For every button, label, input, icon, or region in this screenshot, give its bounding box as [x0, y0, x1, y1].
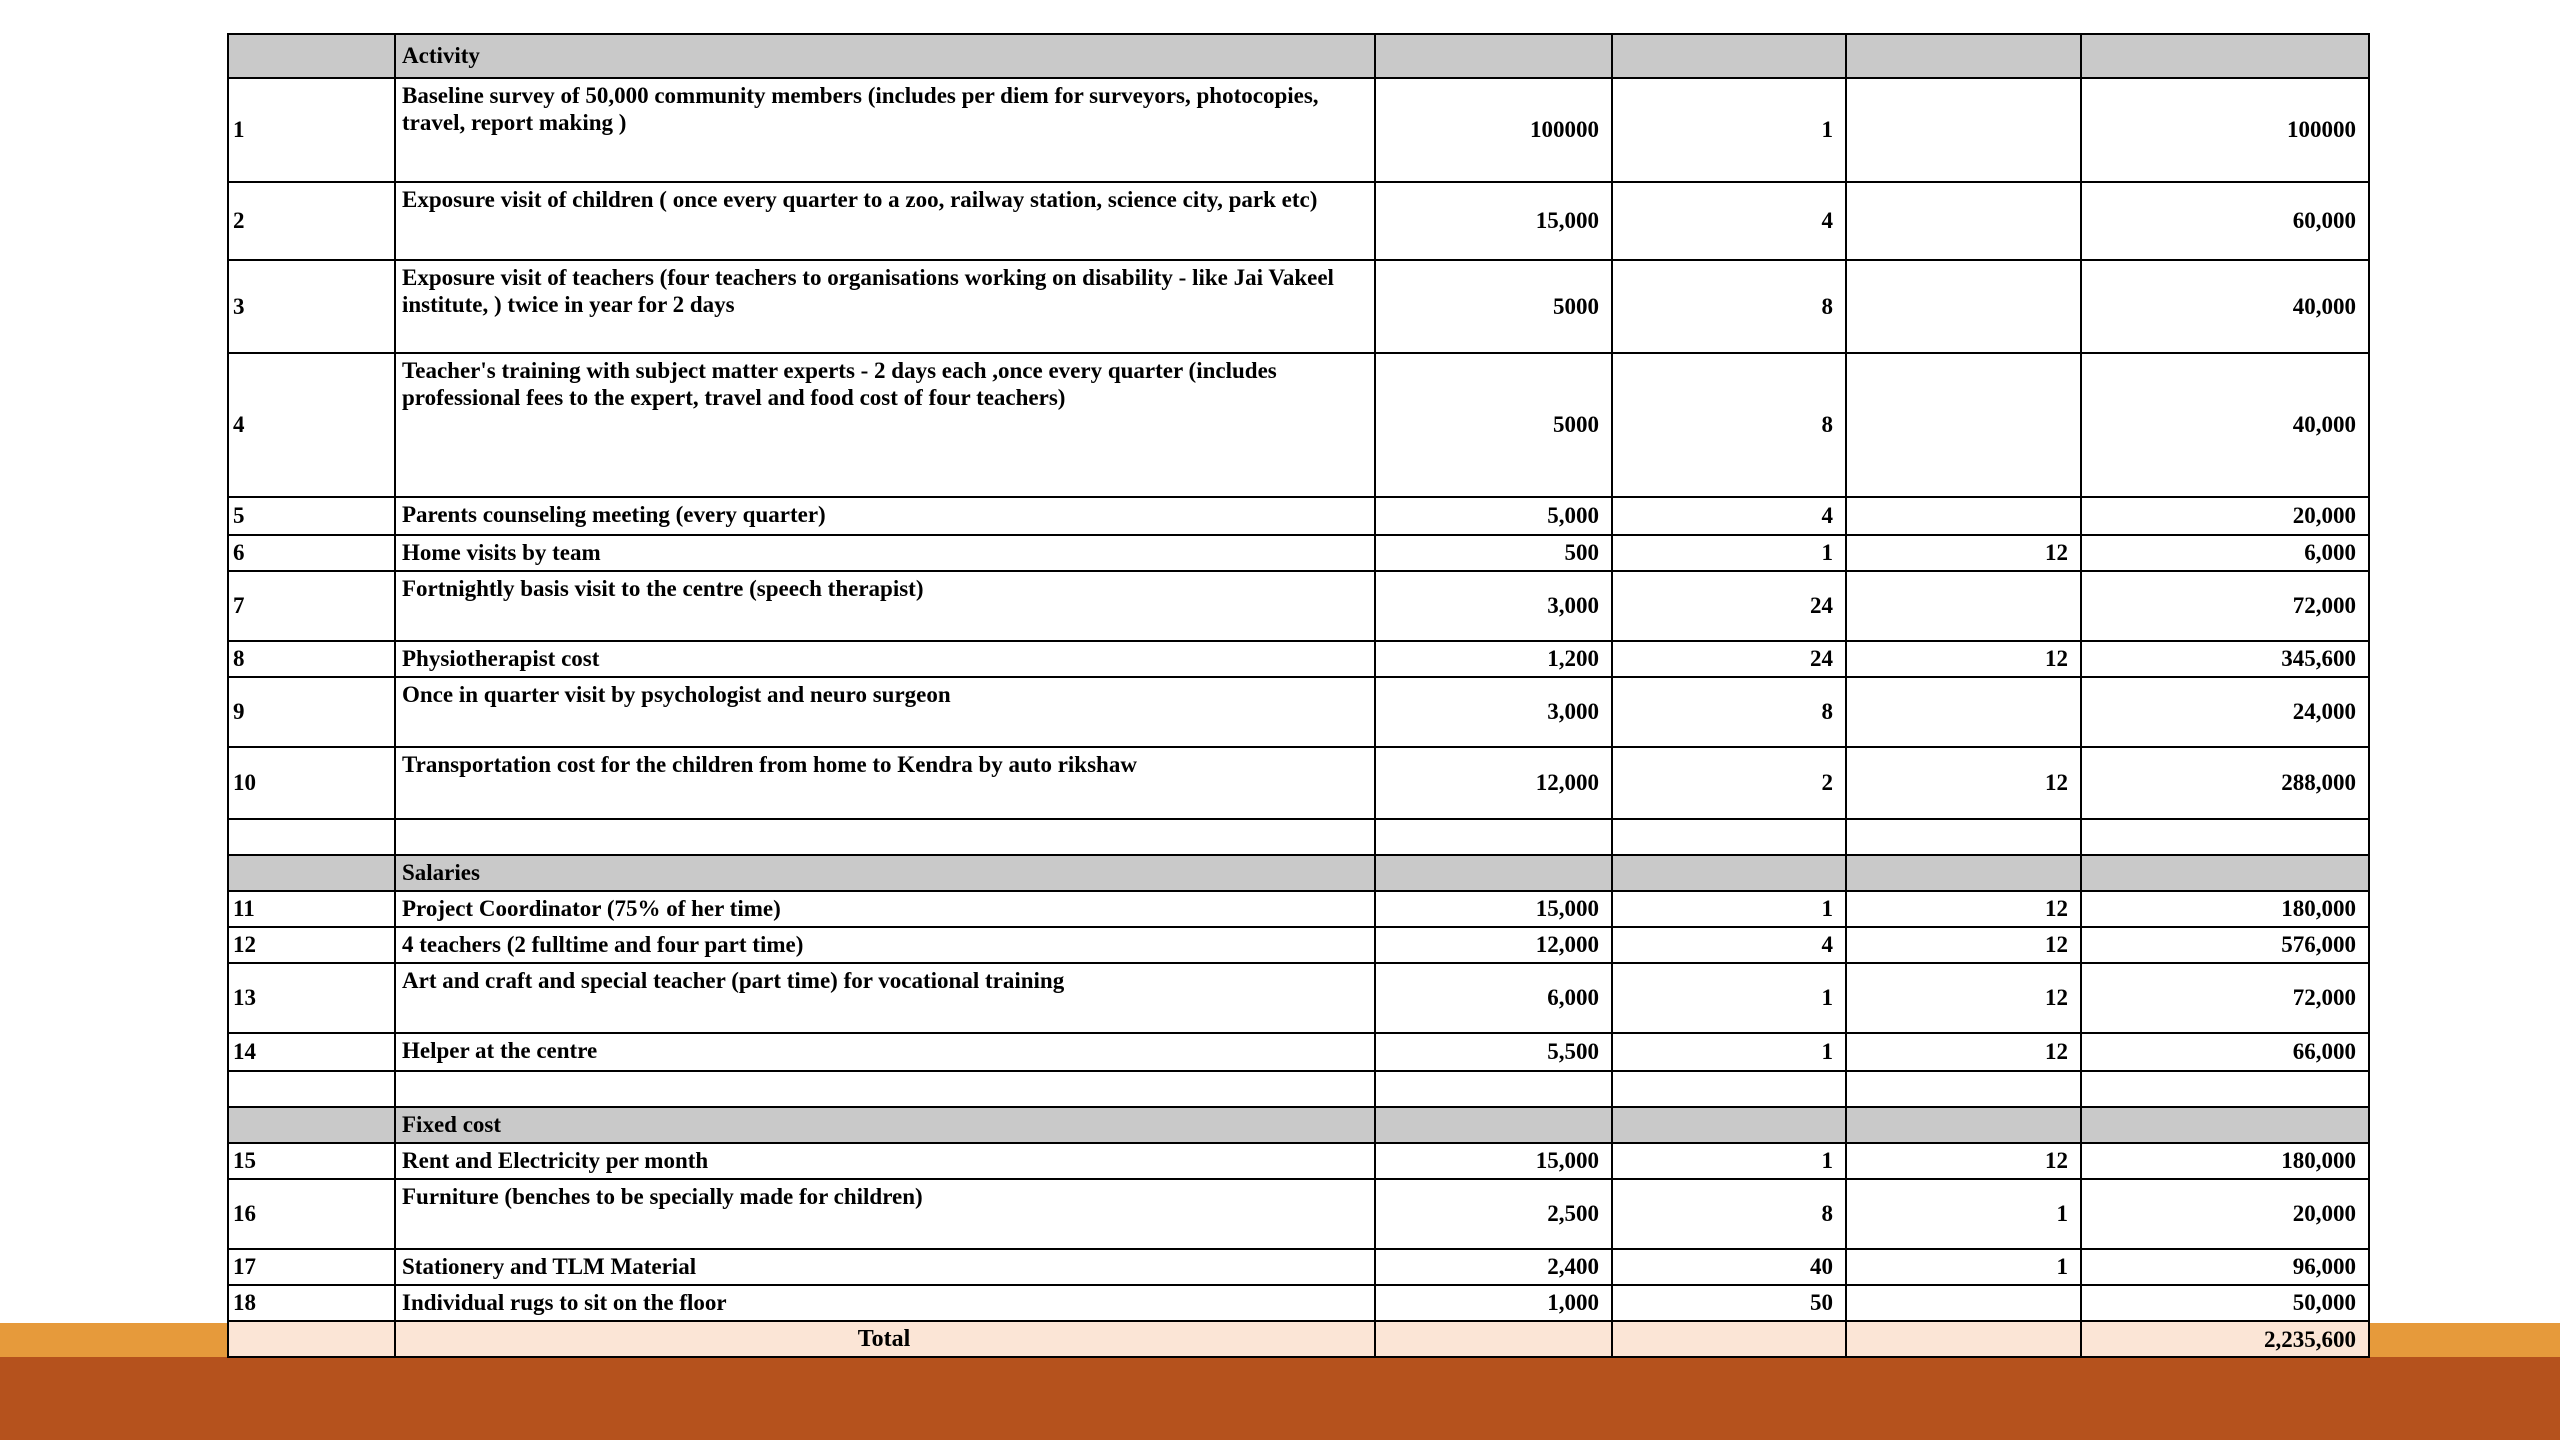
row-number-cell: 3: [228, 260, 395, 353]
amount-cell: 345,600: [2081, 641, 2369, 677]
months-cell: 12: [1846, 641, 2081, 677]
amount-cell: 20,000: [2081, 497, 2369, 535]
quantity-cell: [1612, 1107, 1846, 1143]
quantity-cell: 1: [1612, 963, 1846, 1033]
amount-cell: 66,000: [2081, 1033, 2369, 1071]
months-cell: 12: [1846, 1143, 2081, 1179]
activity-cell: Rent and Electricity per month: [395, 1143, 1375, 1179]
months-cell: 12: [1846, 1033, 2081, 1071]
table-row: [228, 1033, 2369, 1071]
quantity-cell: 2: [1612, 747, 1846, 819]
unit-cost-cell: 15,000: [1375, 1143, 1612, 1179]
row-number-cell: 10: [228, 747, 395, 819]
quantity-cell: [1612, 34, 1846, 78]
quantity-cell: 1: [1612, 535, 1846, 571]
amount-cell: 576,000: [2081, 927, 2369, 963]
amount-cell: 288,000: [2081, 747, 2369, 819]
months-cell: [1846, 1285, 2081, 1321]
activity-cell: Baseline survey of 50,000 community members (includes per diem for surveyors, photocopies, travel, report making ): [395, 78, 1375, 182]
unit-cost-cell: 15,000: [1375, 182, 1612, 260]
months-cell: [1846, 78, 2081, 182]
amount-cell: [2081, 1071, 2369, 1107]
row-number-cell: 7: [228, 571, 395, 641]
amount-cell: 20,000: [2081, 1179, 2369, 1249]
unit-cost-cell: 5000: [1375, 353, 1612, 497]
activity-cell: Exposure visit of children ( once every quarter to a zoo, railway station, science city, park etc): [395, 182, 1375, 260]
activity-cell: Art and craft and special teacher (part time) for vocational training: [395, 963, 1375, 1033]
row-number-cell: [228, 855, 395, 891]
total-row: [228, 1321, 2369, 1357]
quantity-cell: 8: [1612, 677, 1846, 747]
unit-cost-cell: 2,400: [1375, 1249, 1612, 1285]
table-row: [228, 963, 2369, 1033]
months-cell: [1846, 677, 2081, 747]
quantity-cell: [1612, 1071, 1846, 1107]
amount-cell: 180,000: [2081, 1143, 2369, 1179]
activity-cell: Stationery and TLM Material: [395, 1249, 1375, 1285]
row-number-cell: 15: [228, 1143, 395, 1179]
unit-cost-cell: 100000: [1375, 78, 1612, 182]
section-row: [228, 855, 2369, 891]
table-row: [228, 747, 2369, 819]
row-number-cell: 18: [228, 1285, 395, 1321]
months-cell: 12: [1846, 963, 2081, 1033]
section-row: [228, 1107, 2369, 1143]
activity-cell: Exposure visit of teachers (four teachers to organisations working on disability - like Jai Vakeel institute, ) twice in year for 2 days: [395, 260, 1375, 353]
budget-table: [227, 33, 2370, 1358]
months-cell: 1: [1846, 1179, 2081, 1249]
row-number-cell: 2: [228, 182, 395, 260]
months-cell: 12: [1846, 891, 2081, 927]
quantity-cell: [1612, 1321, 1846, 1357]
row-number-cell: [228, 819, 395, 855]
activity-cell: Once in quarter visit by psychologist and neuro surgeon: [395, 677, 1375, 747]
quantity-cell: 4: [1612, 182, 1846, 260]
quantity-cell: 24: [1612, 571, 1846, 641]
months-cell: [1846, 571, 2081, 641]
quantity-cell: 24: [1612, 641, 1846, 677]
activity-cell: Transportation cost for the children from home to Kendra by auto rikshaw: [395, 747, 1375, 819]
unit-cost-cell: 5000: [1375, 260, 1612, 353]
table-row: [228, 182, 2369, 260]
amount-cell: 60,000: [2081, 182, 2369, 260]
amount-cell: 24,000: [2081, 677, 2369, 747]
activity-cell: Physiotherapist cost: [395, 641, 1375, 677]
activity-cell: Individual rugs to sit on the floor: [395, 1285, 1375, 1321]
activity-cell: Fixed cost: [395, 1107, 1375, 1143]
row-number-cell: 6: [228, 535, 395, 571]
activity-cell: Helper at the centre: [395, 1033, 1375, 1071]
header-row: [228, 34, 2369, 78]
amount-cell: [2081, 819, 2369, 855]
quantity-cell: 1: [1612, 1033, 1846, 1071]
table-row: [228, 927, 2369, 963]
unit-cost-cell: 6,000: [1375, 963, 1612, 1033]
row-number-cell: [228, 34, 395, 78]
activity-cell: 4 teachers (2 fulltime and four part time): [395, 927, 1375, 963]
activity-cell: Parents counseling meeting (every quarter): [395, 497, 1375, 535]
months-cell: [1846, 353, 2081, 497]
activity-cell: [395, 1071, 1375, 1107]
row-number-cell: 4: [228, 353, 395, 497]
amount-cell: [2081, 855, 2369, 891]
unit-cost-cell: [1375, 819, 1612, 855]
amount-cell: 50,000: [2081, 1285, 2369, 1321]
activity-cell: [395, 819, 1375, 855]
quantity-cell: 4: [1612, 927, 1846, 963]
unit-cost-cell: 15,000: [1375, 891, 1612, 927]
unit-cost-cell: 3,000: [1375, 571, 1612, 641]
amount-cell: 2,235,600: [2081, 1321, 2369, 1357]
table-row: [228, 891, 2369, 927]
unit-cost-cell: 5,000: [1375, 497, 1612, 535]
table-row: [228, 1179, 2369, 1249]
months-cell: 1: [1846, 1249, 2081, 1285]
activity-cell: Total: [395, 1321, 1375, 1357]
amount-cell: [2081, 1107, 2369, 1143]
unit-cost-cell: [1375, 34, 1612, 78]
row-number-cell: 14: [228, 1033, 395, 1071]
table-row: [228, 1285, 2369, 1321]
months-cell: [1846, 497, 2081, 535]
table-row: [228, 353, 2369, 497]
amount-cell: 100000: [2081, 78, 2369, 182]
quantity-cell: 8: [1612, 1179, 1846, 1249]
table-row: [228, 1249, 2369, 1285]
row-number-cell: [228, 1071, 395, 1107]
budget-table-body: [228, 34, 2369, 1357]
table-row: [228, 78, 2369, 182]
table-row: [228, 497, 2369, 535]
table-row: [228, 535, 2369, 571]
table-row: [228, 1143, 2369, 1179]
amount-cell: 96,000: [2081, 1249, 2369, 1285]
months-cell: [1846, 1321, 2081, 1357]
months-cell: 12: [1846, 535, 2081, 571]
activity-cell: Fortnightly basis visit to the centre (speech therapist): [395, 571, 1375, 641]
months-cell: [1846, 855, 2081, 891]
unit-cost-cell: 5,500: [1375, 1033, 1612, 1071]
footer-band: [0, 1357, 2560, 1440]
amount-cell: 180,000: [2081, 891, 2369, 927]
amount-cell: 6,000: [2081, 535, 2369, 571]
row-number-cell: 8: [228, 641, 395, 677]
quantity-cell: [1612, 819, 1846, 855]
unit-cost-cell: [1375, 1071, 1612, 1107]
row-number-cell: 11: [228, 891, 395, 927]
amount-cell: 72,000: [2081, 571, 2369, 641]
months-cell: 12: [1846, 747, 2081, 819]
row-number-cell: [228, 1321, 395, 1357]
months-cell: [1846, 1107, 2081, 1143]
quantity-cell: 50: [1612, 1285, 1846, 1321]
row-number-cell: 13: [228, 963, 395, 1033]
row-number-cell: 17: [228, 1249, 395, 1285]
activity-cell: Furniture (benches to be specially made for children): [395, 1179, 1375, 1249]
amount-cell: [2081, 34, 2369, 78]
unit-cost-cell: 12,000: [1375, 927, 1612, 963]
months-cell: 12: [1846, 927, 2081, 963]
table-row: [228, 641, 2369, 677]
row-number-cell: 5: [228, 497, 395, 535]
blank-row: [228, 1071, 2369, 1107]
activity-cell: Project Coordinator (75% of her time): [395, 891, 1375, 927]
unit-cost-cell: 2,500: [1375, 1179, 1612, 1249]
activity-cell: Activity: [395, 34, 1375, 78]
activity-cell: Salaries: [395, 855, 1375, 891]
unit-cost-cell: [1375, 855, 1612, 891]
quantity-cell: 1: [1612, 1143, 1846, 1179]
activity-cell: Home visits by team: [395, 535, 1375, 571]
row-number-cell: [228, 1107, 395, 1143]
table-row: [228, 677, 2369, 747]
row-number-cell: 12: [228, 927, 395, 963]
row-number-cell: 16: [228, 1179, 395, 1249]
quantity-cell: 1: [1612, 891, 1846, 927]
activity-cell: Teacher's training with subject matter experts - 2 days each ,once every quarter (includes professional fees to the expert, travel and food cost of four teachers): [395, 353, 1375, 497]
months-cell: [1846, 819, 2081, 855]
amount-cell: 40,000: [2081, 260, 2369, 353]
quantity-cell: 8: [1612, 260, 1846, 353]
quantity-cell: 4: [1612, 497, 1846, 535]
months-cell: [1846, 34, 2081, 78]
unit-cost-cell: [1375, 1321, 1612, 1357]
quantity-cell: [1612, 855, 1846, 891]
unit-cost-cell: 1,000: [1375, 1285, 1612, 1321]
unit-cost-cell: 1,200: [1375, 641, 1612, 677]
table-row: [228, 571, 2369, 641]
quantity-cell: 1: [1612, 78, 1846, 182]
months-cell: [1846, 182, 2081, 260]
quantity-cell: 8: [1612, 353, 1846, 497]
unit-cost-cell: [1375, 1107, 1612, 1143]
amount-cell: 40,000: [2081, 353, 2369, 497]
months-cell: [1846, 1071, 2081, 1107]
quantity-cell: 40: [1612, 1249, 1846, 1285]
unit-cost-cell: 3,000: [1375, 677, 1612, 747]
row-number-cell: 1: [228, 78, 395, 182]
unit-cost-cell: 12,000: [1375, 747, 1612, 819]
table-row: [228, 260, 2369, 353]
months-cell: [1846, 260, 2081, 353]
unit-cost-cell: 500: [1375, 535, 1612, 571]
amount-cell: 72,000: [2081, 963, 2369, 1033]
blank-row: [228, 819, 2369, 855]
row-number-cell: 9: [228, 677, 395, 747]
